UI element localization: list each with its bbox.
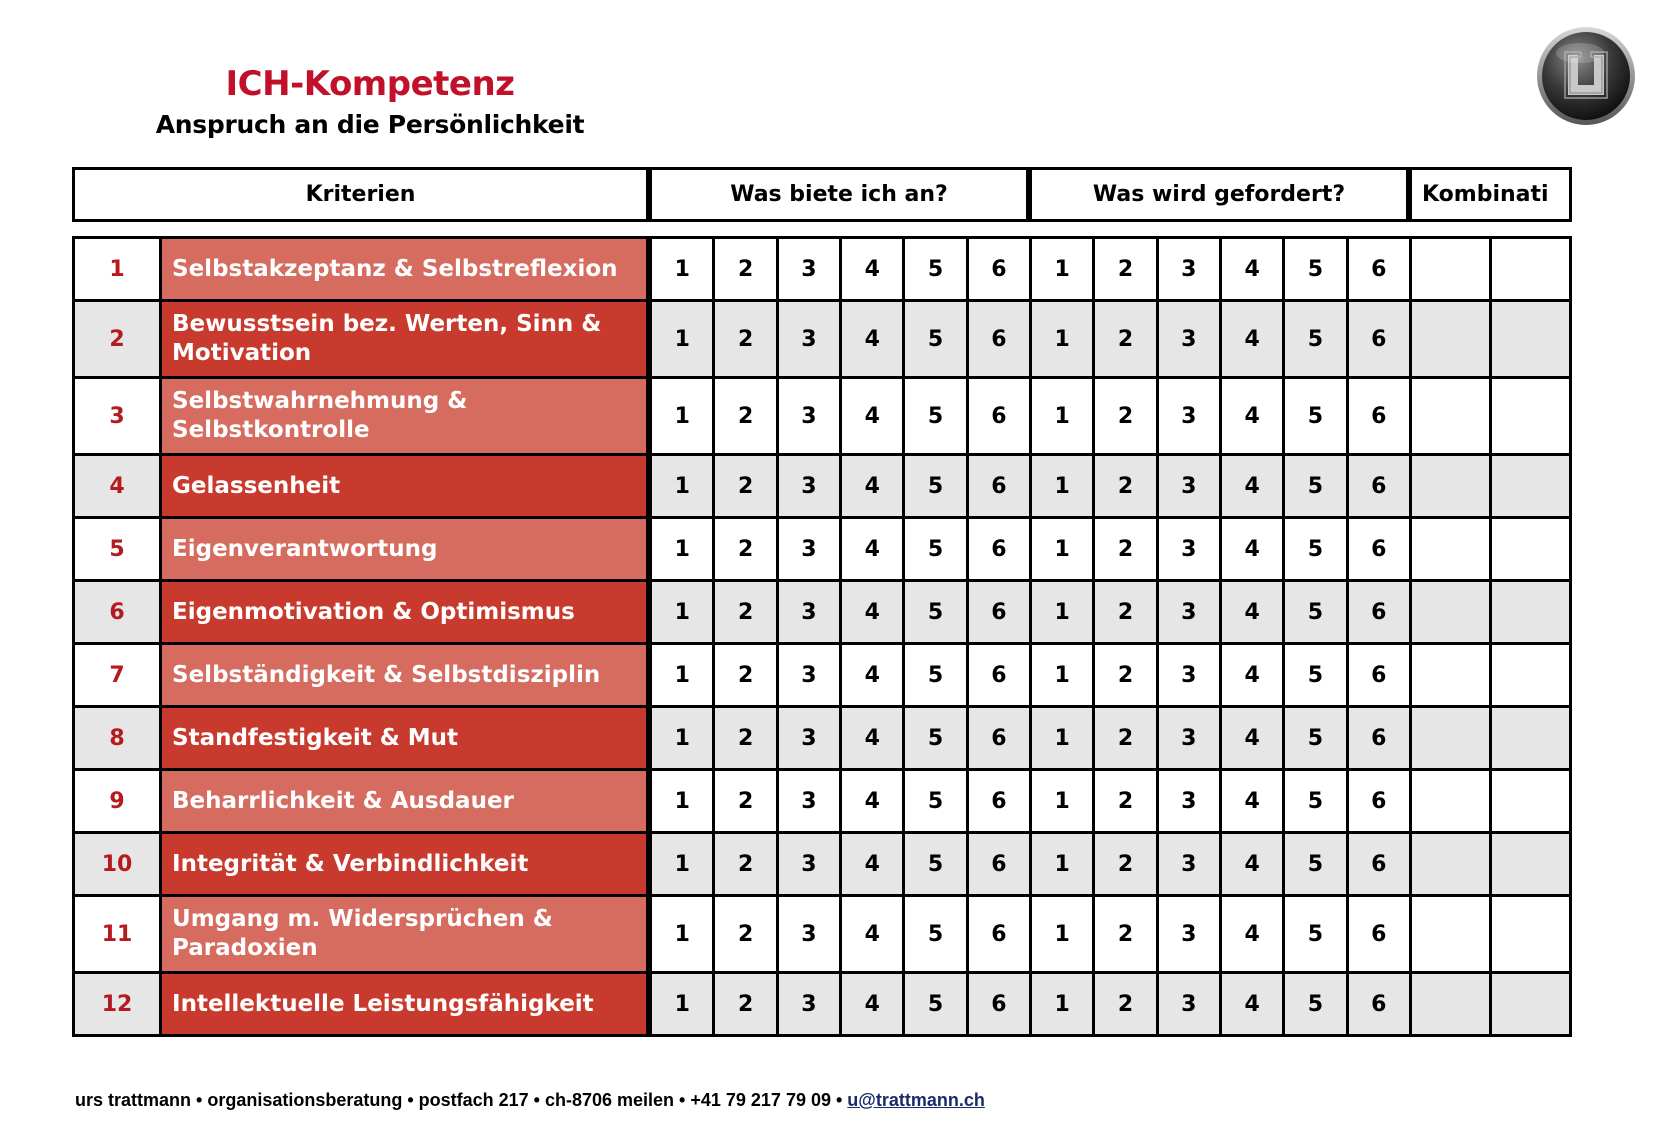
demand-rating-5[interactable]: 5 <box>1285 645 1348 708</box>
demand-rating-6[interactable]: 6 <box>1349 519 1412 582</box>
demand-rating-4[interactable]: 4 <box>1222 771 1285 834</box>
combination-cell[interactable] <box>1412 302 1492 379</box>
demand-rating-4[interactable]: 4 <box>1222 379 1285 456</box>
demand-rating-3[interactable]: 3 <box>1159 974 1222 1037</box>
criterion-label: Beharrlichkeit & Ausdauer <box>162 771 652 834</box>
demand-rating-4[interactable]: 4 <box>1222 239 1285 302</box>
combination-cell[interactable] <box>1492 456 1572 519</box>
demand-rating-3[interactable]: 3 <box>1159 379 1222 456</box>
page-subtitle: Anspruch an die Persönlichkeit <box>155 110 585 139</box>
offer-rating-4[interactable]: 4 <box>842 302 905 379</box>
demand-rating-6[interactable]: 6 <box>1349 834 1412 897</box>
demand-rating-6[interactable]: 6 <box>1349 456 1412 519</box>
demand-rating-1[interactable]: 1 <box>1032 771 1095 834</box>
offer-rating-2[interactable]: 2 <box>715 456 778 519</box>
offer-rating-6[interactable]: 6 <box>969 379 1032 456</box>
demand-rating-4[interactable]: 4 <box>1222 708 1285 771</box>
criterion-label: Bewusstsein bez. Werten, Sinn & Motivation <box>162 302 652 379</box>
offer-rating-6[interactable]: 6 <box>969 834 1032 897</box>
header-demand: Was wird gefordert? <box>1032 170 1412 222</box>
demand-rating-3[interactable]: 3 <box>1159 519 1222 582</box>
demand-rating-2[interactable]: 2 <box>1095 645 1158 708</box>
offer-rating-4[interactable]: 4 <box>842 974 905 1037</box>
demand-rating-4[interactable]: 4 <box>1222 582 1285 645</box>
demand-rating-3[interactable]: 3 <box>1159 302 1222 379</box>
offer-rating-5[interactable]: 5 <box>905 239 968 302</box>
demand-rating-5[interactable]: 5 <box>1285 302 1348 379</box>
combination-cell[interactable] <box>1412 239 1492 302</box>
table-row <box>75 708 1572 771</box>
demand-rating-1[interactable]: 1 <box>1032 708 1095 771</box>
demand-rating-2[interactable]: 2 <box>1095 239 1158 302</box>
offer-rating-5[interactable]: 5 <box>905 974 968 1037</box>
offer-rating-4[interactable]: 4 <box>842 897 905 974</box>
demand-rating-3[interactable]: 3 <box>1159 897 1222 974</box>
demand-rating-1[interactable]: 1 <box>1032 582 1095 645</box>
combination-cell[interactable] <box>1492 379 1572 456</box>
criterion-number: 3 <box>75 379 162 456</box>
offer-rating-3[interactable]: 3 <box>779 456 842 519</box>
offer-rating-3[interactable]: 3 <box>779 645 842 708</box>
demand-rating-2[interactable]: 2 <box>1095 708 1158 771</box>
demand-rating-1[interactable]: 1 <box>1032 897 1095 974</box>
offer-rating-2[interactable]: 2 <box>715 974 778 1037</box>
criterion-number: 2 <box>75 302 162 379</box>
combination-cell[interactable] <box>1412 974 1492 1037</box>
offer-rating-1[interactable]: 1 <box>652 771 715 834</box>
demand-rating-2[interactable]: 2 <box>1095 897 1158 974</box>
combination-cell[interactable] <box>1412 582 1492 645</box>
criterion-number: 11 <box>75 897 162 974</box>
demand-rating-5[interactable]: 5 <box>1285 239 1348 302</box>
demand-rating-6[interactable]: 6 <box>1349 645 1412 708</box>
demand-rating-5[interactable]: 5 <box>1285 834 1348 897</box>
offer-rating-3[interactable]: 3 <box>779 974 842 1037</box>
offer-rating-5[interactable]: 5 <box>905 834 968 897</box>
logo-button-icon <box>1535 25 1637 127</box>
page-title: ICH-Kompetenz <box>225 64 515 104</box>
combination-cell[interactable] <box>1412 771 1492 834</box>
offer-rating-6[interactable]: 6 <box>969 519 1032 582</box>
criteria-table <box>72 236 1572 1037</box>
offer-rating-2[interactable]: 2 <box>715 239 778 302</box>
demand-rating-2[interactable]: 2 <box>1095 456 1158 519</box>
offer-rating-5[interactable]: 5 <box>905 519 968 582</box>
criterion-label: Gelassenheit <box>162 456 652 519</box>
offer-rating-2[interactable]: 2 <box>715 379 778 456</box>
offer-rating-2[interactable]: 2 <box>715 897 778 974</box>
demand-rating-5[interactable]: 5 <box>1285 519 1348 582</box>
table-row <box>75 974 1572 1037</box>
table-row <box>75 239 1572 302</box>
demand-rating-5[interactable]: 5 <box>1285 708 1348 771</box>
criterion-label: Eigenmotivation & Optimismus <box>162 582 652 645</box>
offer-rating-6[interactable]: 6 <box>969 708 1032 771</box>
table-row <box>75 834 1572 897</box>
demand-rating-4[interactable]: 4 <box>1222 456 1285 519</box>
demand-rating-2[interactable]: 2 <box>1095 302 1158 379</box>
combination-cell[interactable] <box>1492 708 1572 771</box>
offer-rating-4[interactable]: 4 <box>842 708 905 771</box>
combination-cell[interactable] <box>1412 456 1492 519</box>
demand-rating-6[interactable]: 6 <box>1349 897 1412 974</box>
demand-rating-3[interactable]: 3 <box>1159 834 1222 897</box>
criterion-label: Integrität & Verbindlichkeit <box>162 834 652 897</box>
offer-rating-6[interactable]: 6 <box>969 239 1032 302</box>
offer-rating-5[interactable]: 5 <box>905 771 968 834</box>
demand-rating-1[interactable]: 1 <box>1032 379 1095 456</box>
offer-rating-5[interactable]: 5 <box>905 645 968 708</box>
offer-rating-4[interactable]: 4 <box>842 456 905 519</box>
demand-rating-1[interactable]: 1 <box>1032 974 1095 1037</box>
offer-rating-3[interactable]: 3 <box>779 708 842 771</box>
header-table <box>72 167 1572 222</box>
table-row <box>75 582 1572 645</box>
offer-rating-1[interactable]: 1 <box>652 582 715 645</box>
combination-cell[interactable] <box>1492 645 1572 708</box>
combination-cell[interactable] <box>1492 771 1572 834</box>
combination-cell[interactable] <box>1492 974 1572 1037</box>
demand-rating-2[interactable]: 2 <box>1095 519 1158 582</box>
demand-rating-4[interactable]: 4 <box>1222 302 1285 379</box>
demand-rating-2[interactable]: 2 <box>1095 974 1158 1037</box>
demand-rating-5[interactable]: 5 <box>1285 974 1348 1037</box>
demand-rating-6[interactable]: 6 <box>1349 582 1412 645</box>
demand-rating-1[interactable]: 1 <box>1032 456 1095 519</box>
demand-rating-1[interactable]: 1 <box>1032 645 1095 708</box>
offer-rating-4[interactable]: 4 <box>842 239 905 302</box>
demand-rating-6[interactable]: 6 <box>1349 239 1412 302</box>
demand-rating-3[interactable]: 3 <box>1159 456 1222 519</box>
offer-rating-1[interactable]: 1 <box>652 519 715 582</box>
criterion-number: 12 <box>75 974 162 1037</box>
criterion-number: 4 <box>75 456 162 519</box>
demand-rating-5[interactable]: 5 <box>1285 456 1348 519</box>
criterion-label: Intellektuelle Leistungsfähigkeit <box>162 974 652 1037</box>
demand-rating-4[interactable]: 4 <box>1222 519 1285 582</box>
offer-rating-4[interactable]: 4 <box>842 379 905 456</box>
table-row <box>75 771 1572 834</box>
demand-rating-3[interactable]: 3 <box>1159 708 1222 771</box>
demand-rating-3[interactable]: 3 <box>1159 239 1222 302</box>
combination-cell[interactable] <box>1492 834 1572 897</box>
offer-rating-3[interactable]: 3 <box>779 239 842 302</box>
offer-rating-1[interactable]: 1 <box>652 645 715 708</box>
demand-rating-6[interactable]: 6 <box>1349 302 1412 379</box>
demand-rating-5[interactable]: 5 <box>1285 897 1348 974</box>
criterion-label: Selbständigkeit & Selbstdisziplin <box>162 645 652 708</box>
offer-rating-2[interactable]: 2 <box>715 834 778 897</box>
offer-rating-2[interactable]: 2 <box>715 645 778 708</box>
demand-rating-1[interactable]: 1 <box>1032 834 1095 897</box>
header-offer: Was biete ich an? <box>652 170 1032 222</box>
combination-cell[interactable] <box>1412 379 1492 456</box>
offer-rating-6[interactable]: 6 <box>969 897 1032 974</box>
table-row <box>75 379 1572 456</box>
offer-rating-3[interactable]: 3 <box>779 897 842 974</box>
demand-rating-6[interactable]: 6 <box>1349 708 1412 771</box>
demand-rating-3[interactable]: 3 <box>1159 771 1222 834</box>
offer-rating-1[interactable]: 1 <box>652 302 715 379</box>
offer-rating-3[interactable]: 3 <box>779 519 842 582</box>
combination-cell[interactable] <box>1412 519 1492 582</box>
demand-rating-4[interactable]: 4 <box>1222 834 1285 897</box>
footer-email-link[interactable]: u@trattmann.ch <box>847 1090 985 1110</box>
combination-cell[interactable] <box>1492 239 1572 302</box>
criterion-label: Selbstwahrnehmung & Selbstkontrolle <box>162 379 652 456</box>
offer-rating-1[interactable]: 1 <box>652 379 715 456</box>
combination-cell[interactable] <box>1412 834 1492 897</box>
demand-rating-1[interactable]: 1 <box>1032 519 1095 582</box>
table-row <box>75 519 1572 582</box>
demand-rating-6[interactable]: 6 <box>1349 771 1412 834</box>
criterion-number: 7 <box>75 645 162 708</box>
criterion-label: Standfestigkeit & Mut <box>162 708 652 771</box>
offer-rating-6[interactable]: 6 <box>969 302 1032 379</box>
demand-rating-6[interactable]: 6 <box>1349 379 1412 456</box>
offer-rating-5[interactable]: 5 <box>905 708 968 771</box>
offer-rating-4[interactable]: 4 <box>842 582 905 645</box>
combination-cell[interactable] <box>1492 897 1572 974</box>
header-combination: Kombinati <box>1412 170 1572 222</box>
offer-rating-3[interactable]: 3 <box>779 379 842 456</box>
combination-cell[interactable] <box>1412 645 1492 708</box>
combination-cell[interactable] <box>1492 519 1572 582</box>
offer-rating-2[interactable]: 2 <box>715 771 778 834</box>
criterion-number: 5 <box>75 519 162 582</box>
offer-rating-2[interactable]: 2 <box>715 708 778 771</box>
criterion-label: Selbstakzeptanz & Selbstreflexion <box>162 239 652 302</box>
offer-rating-2[interactable]: 2 <box>715 519 778 582</box>
offer-rating-5[interactable]: 5 <box>905 456 968 519</box>
offer-rating-4[interactable]: 4 <box>842 771 905 834</box>
offer-rating-3[interactable]: 3 <box>779 771 842 834</box>
header-kriterien: Kriterien <box>75 170 652 222</box>
offer-rating-1[interactable]: 1 <box>652 897 715 974</box>
offer-rating-3[interactable]: 3 <box>779 834 842 897</box>
offer-rating-1[interactable]: 1 <box>652 834 715 897</box>
demand-rating-5[interactable]: 5 <box>1285 582 1348 645</box>
offer-rating-5[interactable]: 5 <box>905 897 968 974</box>
demand-rating-5[interactable]: 5 <box>1285 771 1348 834</box>
offer-rating-6[interactable]: 6 <box>969 645 1032 708</box>
criterion-number: 1 <box>75 239 162 302</box>
footer <box>75 1090 985 1111</box>
criterion-number: 10 <box>75 834 162 897</box>
demand-rating-5[interactable]: 5 <box>1285 379 1348 456</box>
offer-rating-1[interactable]: 1 <box>652 456 715 519</box>
demand-rating-2[interactable]: 2 <box>1095 582 1158 645</box>
demand-rating-2[interactable]: 2 <box>1095 834 1158 897</box>
demand-rating-4[interactable]: 4 <box>1222 645 1285 708</box>
offer-rating-3[interactable]: 3 <box>779 302 842 379</box>
table-row <box>75 302 1572 379</box>
criterion-number: 6 <box>75 582 162 645</box>
demand-rating-1[interactable]: 1 <box>1032 302 1095 379</box>
table-row <box>75 456 1572 519</box>
combination-cell[interactable] <box>1412 897 1492 974</box>
offer-rating-2[interactable]: 2 <box>715 302 778 379</box>
demand-rating-2[interactable]: 2 <box>1095 379 1158 456</box>
offer-rating-1[interactable]: 1 <box>652 708 715 771</box>
criterion-number: 8 <box>75 708 162 771</box>
offer-rating-5[interactable]: 5 <box>905 302 968 379</box>
combination-cell[interactable] <box>1492 302 1572 379</box>
offer-rating-6[interactable]: 6 <box>969 456 1032 519</box>
demand-rating-2[interactable]: 2 <box>1095 771 1158 834</box>
combination-cell[interactable] <box>1492 582 1572 645</box>
offer-rating-6[interactable]: 6 <box>969 771 1032 834</box>
criterion-label: Eigenverantwortung <box>162 519 652 582</box>
combination-cell[interactable] <box>1412 708 1492 771</box>
table-row <box>75 645 1572 708</box>
demand-rating-6[interactable]: 6 <box>1349 974 1412 1037</box>
demand-rating-3[interactable]: 3 <box>1159 645 1222 708</box>
offer-rating-4[interactable]: 4 <box>842 834 905 897</box>
offer-rating-6[interactable]: 6 <box>969 582 1032 645</box>
criterion-number: 9 <box>75 771 162 834</box>
offer-rating-5[interactable]: 5 <box>905 582 968 645</box>
demand-rating-4[interactable]: 4 <box>1222 974 1285 1037</box>
demand-rating-4[interactable]: 4 <box>1222 897 1285 974</box>
demand-rating-1[interactable]: 1 <box>1032 239 1095 302</box>
demand-rating-3[interactable]: 3 <box>1159 582 1222 645</box>
offer-rating-6[interactable]: 6 <box>969 974 1032 1037</box>
table-row <box>75 897 1572 974</box>
footer-contact: urs trattmann • organisationsberatung • postfach 217 • ch-8706 meilen • +41 79 217 79 09 • <box>75 1090 848 1110</box>
offer-rating-2[interactable]: 2 <box>715 582 778 645</box>
criterion-label: Umgang m. Widersprüchen & Paradoxien <box>162 897 652 974</box>
offer-rating-1[interactable]: 1 <box>652 239 715 302</box>
offer-rating-3[interactable]: 3 <box>779 582 842 645</box>
offer-rating-4[interactable]: 4 <box>842 519 905 582</box>
offer-rating-1[interactable]: 1 <box>652 974 715 1037</box>
offer-rating-5[interactable]: 5 <box>905 379 968 456</box>
offer-rating-4[interactable]: 4 <box>842 645 905 708</box>
